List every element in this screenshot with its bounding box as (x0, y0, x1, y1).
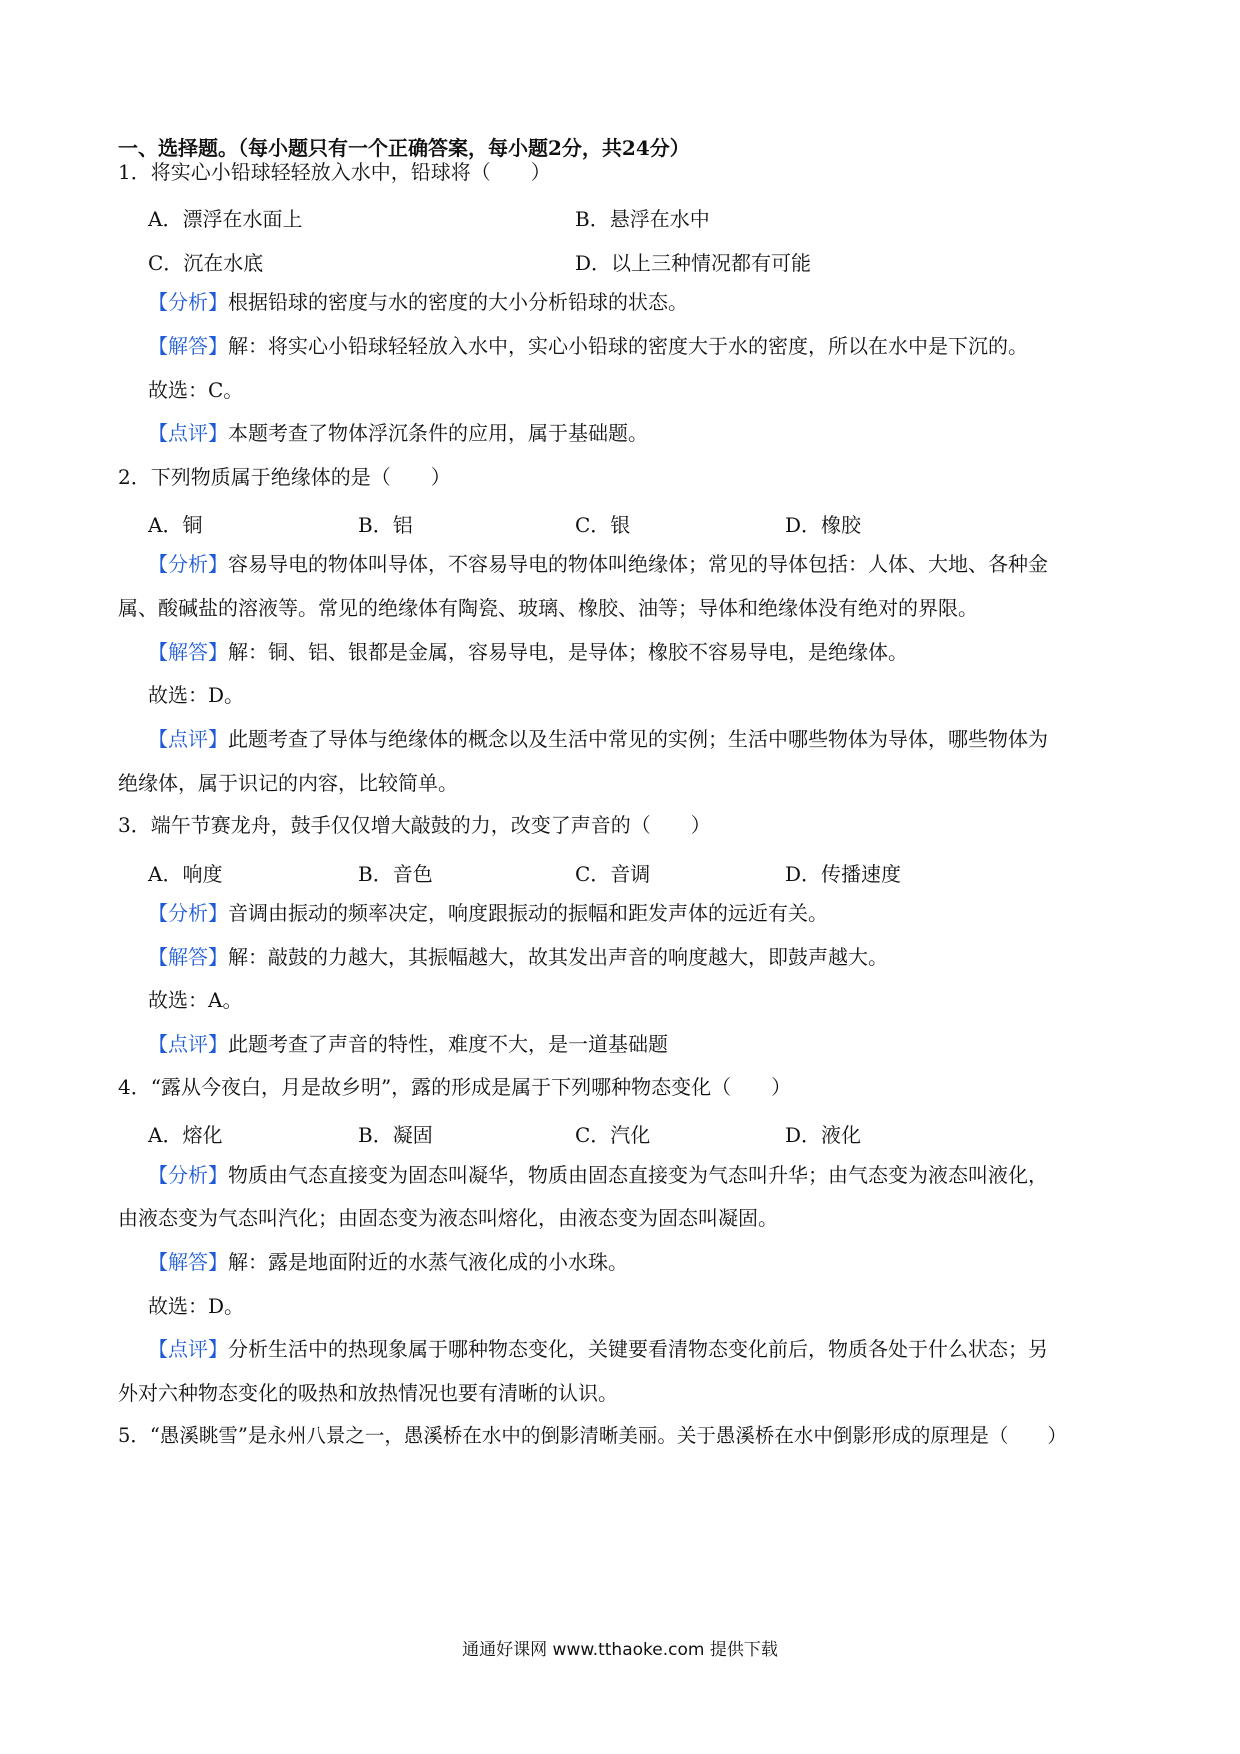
question-stem: 3．端午节赛龙舟，鼓手仅仅增大敲鼓的力，改变了声音的（ ） (118, 813, 711, 837)
option-a: A．响度 (148, 862, 223, 886)
analysis-continuation: 属、酸碱盐的溶液等。常见的绝缘体有陶瓷、玻璃、橡胶、油等；导体和绝缘体没有绝对的界限。 (118, 596, 978, 620)
option-a: A．铜 (148, 513, 203, 537)
analysis-line (148, 1163, 1048, 1187)
comment-tag: 【点评】 (148, 1337, 228, 1361)
answer-tag: 【解答】 (148, 1250, 228, 1274)
answer-tag: 【解答】 (148, 640, 228, 664)
option-d: D．传播速度 (785, 862, 902, 886)
comment-tag: 【点评】 (148, 727, 228, 751)
analysis-tag: 【分析】 (148, 1163, 228, 1187)
option-b: B．铝 (358, 513, 413, 537)
answer-line (148, 945, 888, 969)
option-d: D．以上三种情况都有可能 (575, 251, 812, 275)
option-d: D．橡胶 (785, 513, 862, 537)
option-b: B．凝固 (358, 1123, 433, 1147)
answer-text: 解：露是地面附近的水蒸气液化成的小水珠。 (228, 1250, 628, 1274)
option-b: B．音色 (358, 862, 433, 886)
analysis-line (148, 901, 828, 925)
section-title: 一、选择题。（每小题只有一个正确答案，每小题2分，共24分） (118, 136, 690, 160)
choice-line: 故选：D。 (148, 683, 245, 707)
answer-line (148, 1250, 628, 1274)
comment-line (148, 1337, 1048, 1361)
comment-text: 此题考查了声音的特性，难度不大，是一道基础题 (228, 1032, 668, 1056)
option-b: B．悬浮在水中 (575, 207, 710, 231)
comment-text: 此题考查了导体与绝缘体的概念以及生活中常见的实例；生活中哪些物体为导体，哪些物体为 (228, 727, 1048, 751)
analysis-line (148, 290, 688, 314)
option-a: A．漂浮在水面上 (148, 207, 303, 231)
analysis-text: 容易导电的物体叫导体，不容易导电的物体叫绝缘体；常见的导体包括：人体、大地、各种金 (228, 552, 1048, 576)
option-c: C．汽化 (575, 1123, 651, 1147)
analysis-tag: 【分析】 (148, 290, 228, 314)
question-stem: 5．“愚溪眺雪”是永州八景之一，愚溪桥在水中的倒影清晰美丽。关于愚溪桥在水中倒影形成的原理是（ ） (118, 1424, 1067, 1447)
comment-line (148, 727, 1048, 751)
question-stem: 4．“露从今夜白，月是故乡明”，露的形成是属于下列哪种物态变化（ ） (118, 1075, 792, 1099)
choice-line: 故选：C。 (148, 378, 244, 402)
footer-credit: 通通好课网 www.tthaoke.com 提供下载 (462, 1640, 778, 1660)
option-c: C．音调 (575, 862, 651, 886)
analysis-text: 物质由气态直接变为固态叫凝华，物质由固态直接变为气态叫升华；由气态变为液态叫液化， (228, 1163, 1048, 1187)
comment-line (148, 421, 648, 445)
option-a: A．熔化 (148, 1123, 223, 1147)
choice-line: 故选：A。 (148, 988, 243, 1012)
option-d: D．液化 (785, 1123, 862, 1147)
question-stem: 1．将实心小铅球轻轻放入水中，铅球将（ ） (118, 160, 551, 184)
comment-line (148, 1032, 668, 1056)
answer-line (148, 640, 908, 664)
analysis-tag: 【分析】 (148, 901, 228, 925)
analysis-continuation: 由液态变为气态叫汽化；由固态变为液态叫熔化，由液态变为固态叫凝固。 (118, 1206, 778, 1230)
answer-text: 解：铜、铝、银都是金属，容易导电，是导体；橡胶不容易导电，是绝缘体。 (228, 640, 908, 664)
question-stem: 2．下列物质属于绝缘体的是（ ） (118, 465, 451, 489)
option-c: C．沉在水底 (148, 251, 264, 275)
analysis-text: 音调由振动的频率决定，响度跟振动的振幅和距发声体的远近有关。 (228, 901, 828, 925)
option-c: C．银 (575, 513, 631, 537)
comment-tag: 【点评】 (148, 421, 228, 445)
answer-text: 解：敲鼓的力越大，其振幅越大，故其发出声音的响度越大，即鼓声越大。 (228, 945, 888, 969)
analysis-line (148, 552, 1048, 576)
choice-line: 故选：D。 (148, 1294, 245, 1318)
answer-text: 解：将实心小铅球轻轻放入水中，实心小铅球的密度大于水的密度，所以在水中是下沉的。 (228, 334, 1028, 358)
answer-tag: 【解答】 (148, 334, 228, 358)
comment-continuation: 绝缘体，属于识记的内容，比较简单。 (118, 771, 458, 795)
comment-text: 分析生活中的热现象属于哪种物态变化，关键要看清物态变化前后，物质各处于什么状态；另 (228, 1337, 1048, 1361)
comment-text: 本题考查了物体浮沉条件的应用，属于基础题。 (228, 421, 648, 445)
comment-tag: 【点评】 (148, 1032, 228, 1056)
comment-continuation: 外对六种物态变化的吸热和放热情况也要有清晰的认识。 (118, 1381, 618, 1405)
answer-line (148, 334, 1028, 358)
answer-tag: 【解答】 (148, 945, 228, 969)
analysis-tag: 【分析】 (148, 552, 228, 576)
analysis-text: 根据铅球的密度与水的密度的大小分析铅球的状态。 (228, 290, 688, 314)
